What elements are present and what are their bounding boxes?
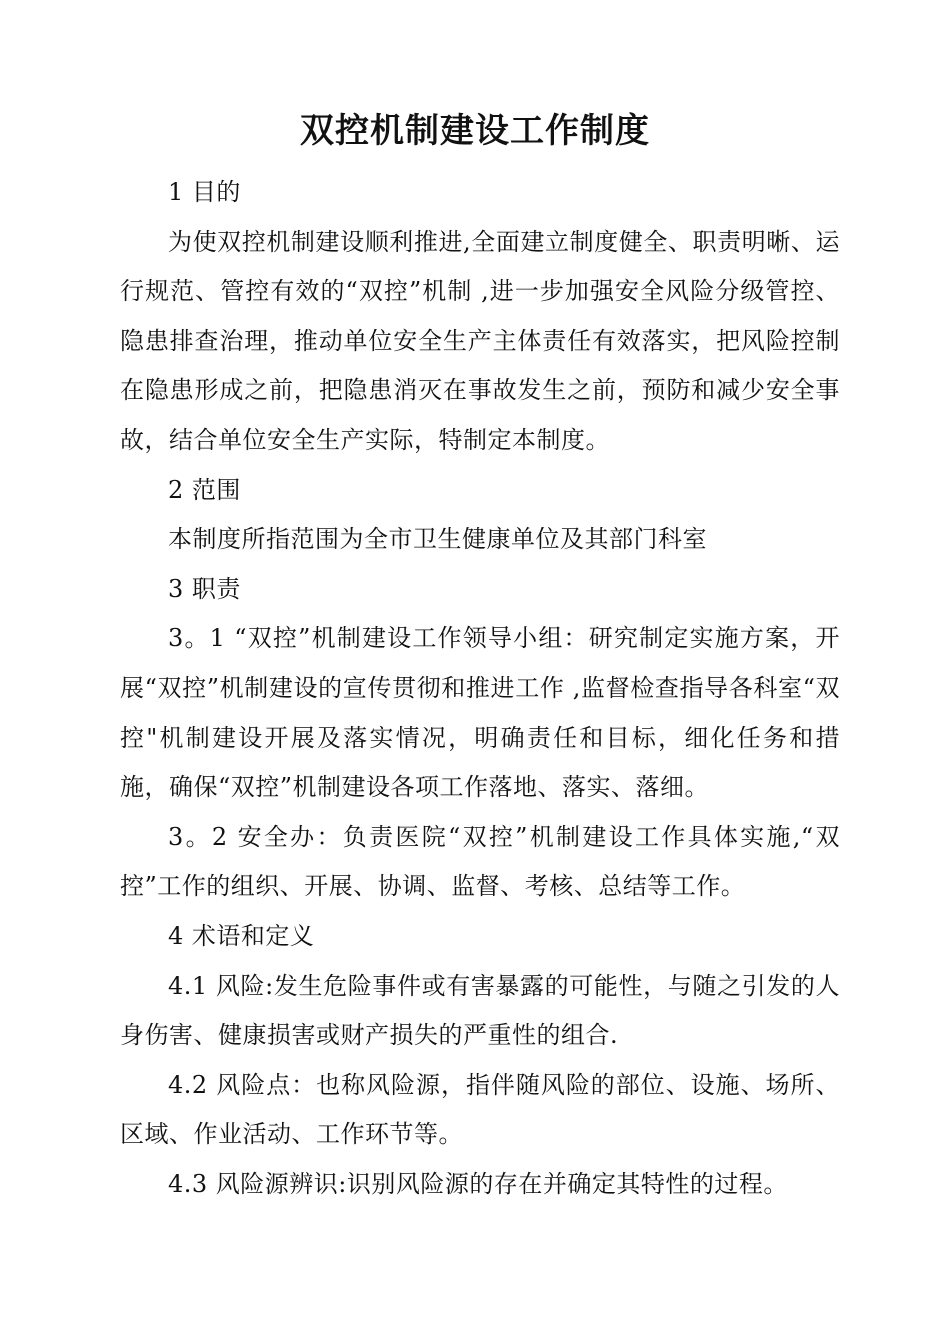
paragraph-scope: 本制度所指范围为全市卫生健康单位及其部门科室 bbox=[168, 525, 707, 554]
section-heading-purpose: 1 目的 bbox=[168, 178, 241, 206]
paragraph-term-4-1: 4.1 风险:发生危险事件或有害暴露的可能性，与随之引发的人身伤害、健康损害或财产损失的严重性的组合. bbox=[120, 971, 840, 1050]
paragraph-purpose: 为使双控机制建设顺利推进,全面建立制度健全、职责明晰、运行规范、管控有效的“双控”机制 ,进一步加强安全风险分级管控、隐患排查治理，推动单位安全生产主体责任有效落实，把风险控制在隐患形成之前，把隐患消灭在事故发生之前，预防和减少安全事故，结合单位安全生产实际，特制定本制度。 bbox=[120, 227, 840, 454]
document-body bbox=[120, 168, 840, 1209]
section-heading-terms: 4 术语和定义 bbox=[168, 921, 315, 950]
paragraph-duty-3-2: 3。2 安全办：负责医院“双控”机制建设工作具体实施,“双控”工作的组织、开展、协调、监督、考核、总结等工作。 bbox=[120, 822, 840, 901]
section-heading-duties: 3 职责 bbox=[168, 574, 241, 603]
document-title: 双控机制建设工作制度 bbox=[300, 111, 650, 151]
paragraph-term-4-3: 4.3 风险源辨识:识别风险源的存在并确定其特性的过程。 bbox=[168, 1169, 788, 1198]
paragraph-duty-3-1: 3。1 “双控”机制建设工作领导小组：研究制定实施方案，开展“双控”机制建设的宣传贯彻和推进工作 ,监督检查指导各科室“双控"机制建设开展及落实情况，明确责任和目标，细化任务和措施，确保“双控”机制建设各项工作落地、落实、落细。 bbox=[120, 624, 840, 802]
paragraph-term-4-2: 4.2 风险点：也称风险源，指伴随风险的部位、设施、场所、区域、作业活动、工作环节等。 bbox=[120, 1070, 840, 1149]
section-heading-scope: 2 范围 bbox=[168, 475, 241, 504]
